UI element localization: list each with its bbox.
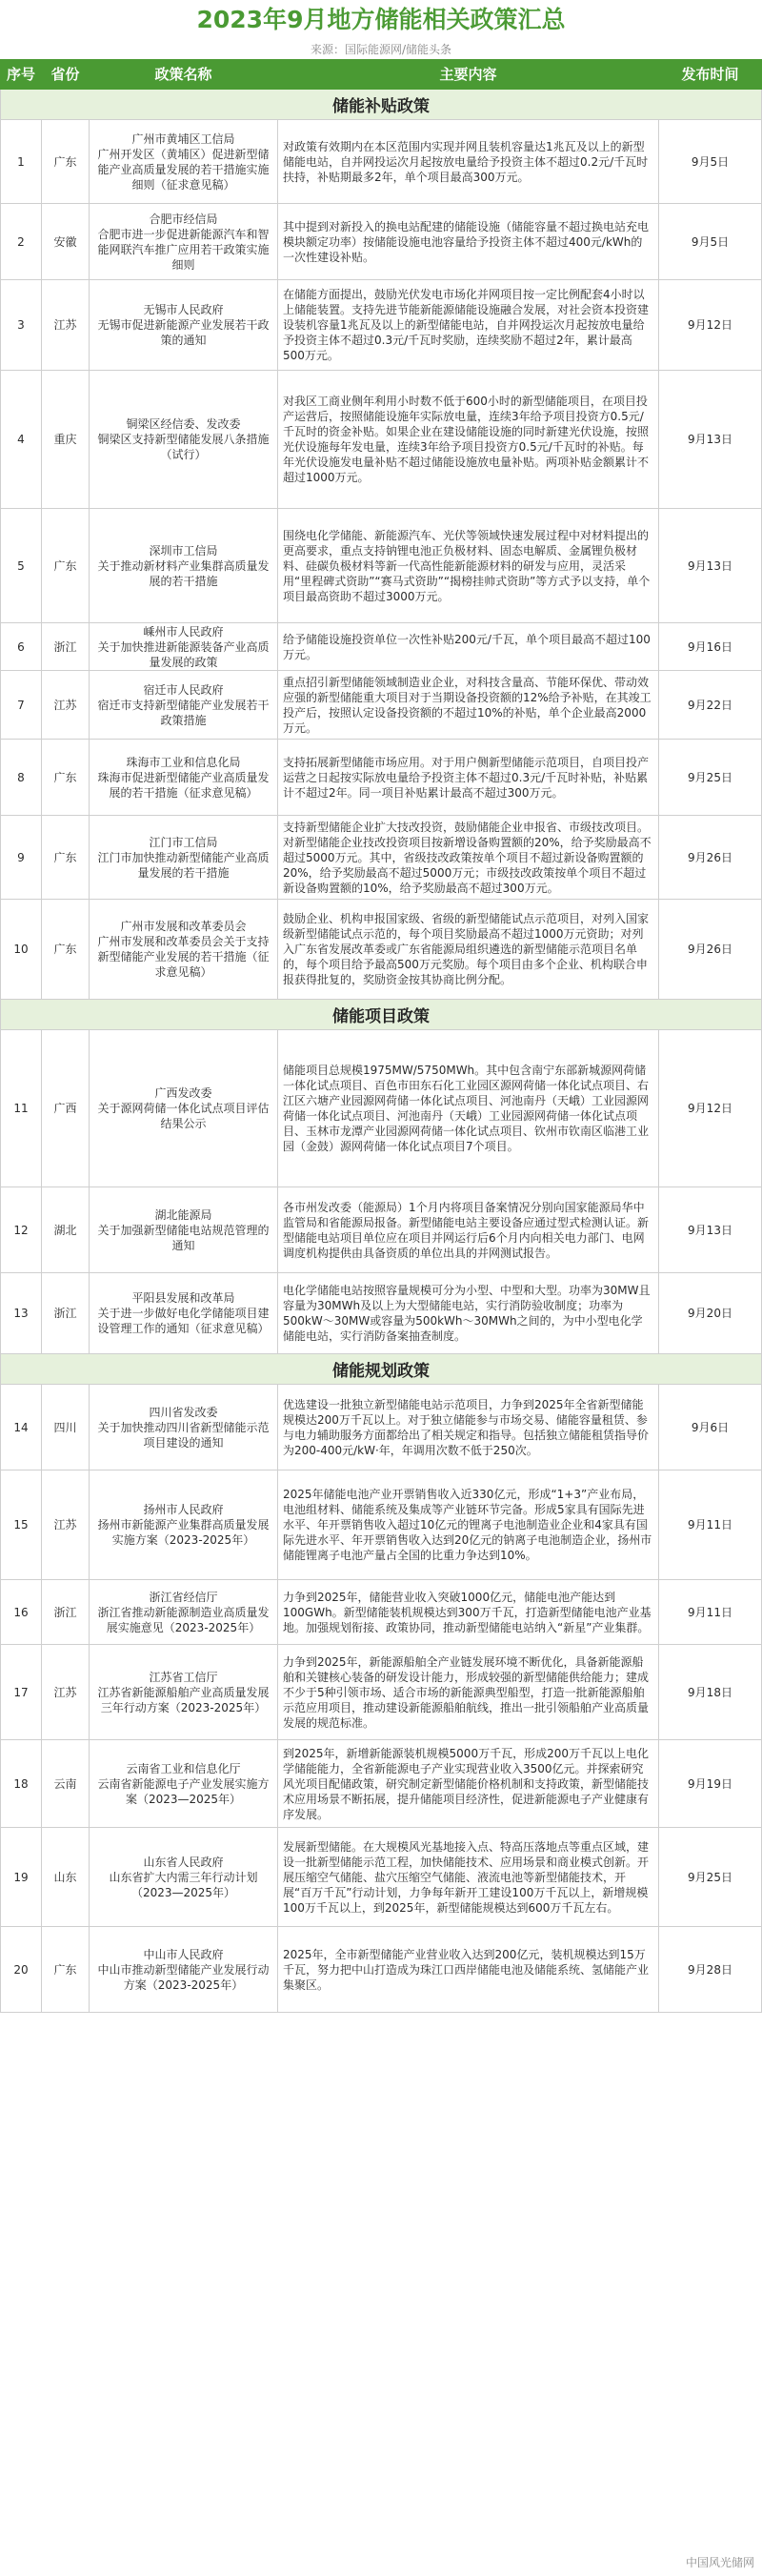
row-policy-name: 江苏省工信厅 江苏省新能源船舶产业高质量发展三年行动方案（2023-2025年） bbox=[90, 1645, 278, 1740]
header-no: 序号 bbox=[0, 59, 42, 90]
row-content: 重点招引新型储能领域制造业企业，对科技含量高、节能环保优、带动效应强的新型储能重大项目对于当期设备投资额的12%给予补贴，在其竣工投产后，按照认定设备投资额的不超过10%的补贴，单个企业最高2000万元。 bbox=[278, 671, 659, 740]
row-date: 9月13日 bbox=[659, 371, 762, 509]
row-content: 对我区工商业侧年利用小时数不低于600小时的新型储能项目，在项目投产运营后，按照储能设施年实际放电量，连续3年给予项目投资方0.5元/千瓦时的资金补贴。如果企业在建设储能设施的同时新建光伏设施，按照光伏设施每年发电量，连续3年给予项目投资方0.5元/千瓦时的补贴。每年光伏设施发电量补贴不超过储能设施放电量补贴。两项补贴金额累计不超过1000万元。 bbox=[278, 371, 659, 509]
row-number: 13 bbox=[0, 1273, 42, 1354]
row-date: 9月13日 bbox=[659, 1187, 762, 1273]
row-content: 力争到2025年，新能源船舶全产业链发展环境不断优化，具备新能源船舶和关键核心装备的研发设计能力，形成较强的新型储能供给能力；建成不少于5种引领市场、适合市场的新能源典型船型，打造一批新能源船舶示范应用项目，推动建设新能源船舶航线，推出一批引领船舶产业高质量发展的规范标准。 bbox=[278, 1645, 659, 1740]
row-policy-name: 四川省发改委 关于加快推动四川省新型储能示范项目建设的通知 bbox=[90, 1385, 278, 1471]
row-date: 9月11日 bbox=[659, 1580, 762, 1645]
table-row bbox=[0, 509, 762, 623]
row-policy-name: 江门市工信局 江门市加快推动新型储能产业高质量发展的若干措施 bbox=[90, 816, 278, 900]
row-policy-name: 嵊州市人民政府 关于加快推进新能源装备产业高质量发展的政策 bbox=[90, 623, 278, 671]
row-date: 9月19日 bbox=[659, 1740, 762, 1828]
row-number: 1 bbox=[0, 120, 42, 204]
table-row bbox=[0, 1580, 762, 1645]
row-date: 9月12日 bbox=[659, 280, 762, 371]
row-province: 广东 bbox=[42, 816, 90, 900]
row-date: 9月6日 bbox=[659, 1385, 762, 1471]
row-province: 湖北 bbox=[42, 1187, 90, 1273]
row-number: 19 bbox=[0, 1828, 42, 1927]
table-row bbox=[0, 623, 762, 671]
table-body bbox=[0, 90, 762, 2013]
watermark: 中国风光储网 bbox=[685, 2556, 754, 2569]
table-row bbox=[0, 1740, 762, 1828]
row-content: 2025年储能电池产业开票销售收入近330亿元，形成“1+3”产业布局，电池组材料、储能系统及集成等产业链环节完备。形成5家具有国际先进水平、年开票销售收入超过10亿元的锂离子电池制造业企业和4家具有国际先进水平、年开票销售收入达到20亿元的钠离子电池制造企业，扬州市储能锂离子电池产量占全国的比重力争达到10%。 bbox=[278, 1471, 659, 1580]
table-row bbox=[0, 1030, 762, 1187]
row-number: 3 bbox=[0, 280, 42, 371]
row-content: 其中提到对新投入的换电站配建的储能设施（储能容量不超过换电站充电模块额定功率）按储能设施电池容量给予投资主体不超过400元/kWh的一次性建设补贴。 bbox=[278, 204, 659, 280]
table-row bbox=[0, 671, 762, 740]
row-number: 15 bbox=[0, 1471, 42, 1580]
section-title: 储能规划政策 bbox=[0, 1354, 762, 1385]
row-province: 四川 bbox=[42, 1385, 90, 1471]
row-province: 广西 bbox=[42, 1030, 90, 1187]
row-province: 江苏 bbox=[42, 280, 90, 371]
row-province: 广东 bbox=[42, 740, 90, 816]
row-policy-name: 广西发改委 关于源网荷储一体化试点项目评估结果公示 bbox=[90, 1030, 278, 1187]
row-province: 广东 bbox=[42, 509, 90, 623]
row-province: 江苏 bbox=[42, 1645, 90, 1740]
row-date: 9月25日 bbox=[659, 740, 762, 816]
row-content: 支持新型储能企业扩大技改投资，鼓励储能企业申报省、市级技改项目。对新型储能企业技改投资项目按新增设备购置额的20%，给予奖励最高不超过5000万元。其中，省级技改政策按单个项目不超过新设备购置额的20%，给予奖励最高不超过5000万元；市级技改政策按单个项目不超过新设备购置额的10%，给予奖励最高不超过300万元。 bbox=[278, 816, 659, 900]
table-header bbox=[0, 59, 762, 90]
table-row bbox=[0, 900, 762, 1000]
row-content: 围绕电化学储能、新能源汽车、光伏等领域快速发展过程中对材料提出的更高要求，重点支持钠锂电池正负极材料、固态电解质、金属锂负极材料、硅碳负极材料等新一代高性能新能源材料的研发与应用，灵活采用“里程碑式资助”“赛马式资助”“揭榜挂帅式资助”等方式予以支持，单个项目最高资助不超过3000万元。 bbox=[278, 509, 659, 623]
row-province: 广东 bbox=[42, 1927, 90, 2013]
row-date: 9月25日 bbox=[659, 1828, 762, 1927]
table-row bbox=[0, 1927, 762, 2013]
row-date: 9月13日 bbox=[659, 509, 762, 623]
row-policy-name: 合肥市经信局 合肥市进一步促进新能源汽车和智能网联汽车推广应用若干政策实施细则 bbox=[90, 204, 278, 280]
row-date: 9月26日 bbox=[659, 900, 762, 1000]
row-policy-name: 平阳县发展和改革局 关于进一步做好电化学储能项目建设管理工作的通知（征求意见稿） bbox=[90, 1273, 278, 1354]
row-number: 14 bbox=[0, 1385, 42, 1471]
row-province: 重庆 bbox=[42, 371, 90, 509]
row-date: 9月5日 bbox=[659, 204, 762, 280]
row-date: 9月26日 bbox=[659, 816, 762, 900]
row-province: 浙江 bbox=[42, 623, 90, 671]
table-row bbox=[0, 740, 762, 816]
header-date: 发布时间 bbox=[659, 59, 762, 90]
row-province: 江苏 bbox=[42, 671, 90, 740]
row-number: 20 bbox=[0, 1927, 42, 2013]
row-policy-name: 广州市黄埔区工信局 广州开发区（黄埔区）促进新型储能产业高质量发展的若干措施实施细则（征求意见稿） bbox=[90, 120, 278, 204]
row-content: 2025年，全市新型储能产业营业收入达到200亿元，装机规模达到15万千瓦，努力把中山打造成为珠江口西岸储能电池及储能系统、氢储能产业集聚区。 bbox=[278, 1927, 659, 2013]
row-policy-name: 无锡市人民政府 无锡市促进新能源产业发展若干政策的通知 bbox=[90, 280, 278, 371]
page-title: 2023年9月地方储能相关政策汇总 bbox=[196, 6, 566, 33]
row-province: 安徽 bbox=[42, 204, 90, 280]
row-policy-name: 宿迁市人民政府 宿迁市支持新型储能产业发展若干政策措施 bbox=[90, 671, 278, 740]
row-policy-name: 中山市人民政府 中山市推动新型储能产业发展行动方案（2023-2025年） bbox=[90, 1927, 278, 2013]
row-date: 9月22日 bbox=[659, 671, 762, 740]
row-content: 鼓励企业、机构申报国家级、省级的新型储能试点示范项目，对列入国家级新型储能试点示范的，每个项目奖励最高不超过1000万元资助；对列入广东省发展改革委或广东省能源局组织遴选的新型储能示范项目名单的，每个项目给予最高500万元奖励。每个项目由多个企业、机构联合申报获得批复的，奖励资金按其协商比例分配。 bbox=[278, 900, 659, 1000]
row-policy-name: 扬州市人民政府 扬州市新能源产业集群高质量发展实施方案（2023-2025年） bbox=[90, 1471, 278, 1580]
row-content: 在储能方面提出，鼓励光伏发电市场化并网项目按一定比例配套4小时以上储能装置。支持先进节能新能源储能设施融合发展，对社会资本投资建设装机容量1兆瓦及以上的新型储能电站，自并网投运次月起按放电量给予投资主体不超过0.3元/千瓦时奖励，连续奖励不超过2年，累计最高500万元。 bbox=[278, 280, 659, 371]
row-date: 9月28日 bbox=[659, 1927, 762, 2013]
row-policy-name: 浙江省经信厅 浙江省推动新能源制造业高质量发展实施意见（2023-2025年） bbox=[90, 1580, 278, 1645]
table-row bbox=[0, 1645, 762, 1740]
row-content: 各市州发改委（能源局）1个月内将项目备案情况分别向国家能源局华中监管局和省能源局报备。新型储能电站主要设备应通过型式检测认证。新型储能电站项目单位应在项目并网运行后6个月内向相关电力部门、电网调度机构提供由具备资质的单位出具的并网测试报告。 bbox=[278, 1187, 659, 1273]
row-date: 9月5日 bbox=[659, 120, 762, 204]
row-number: 18 bbox=[0, 1740, 42, 1828]
row-number: 11 bbox=[0, 1030, 42, 1187]
row-date: 9月20日 bbox=[659, 1273, 762, 1354]
row-number: 2 bbox=[0, 204, 42, 280]
row-province: 浙江 bbox=[42, 1580, 90, 1645]
row-policy-name: 山东省人民政府 山东省扩大内需三年行动计划（2023—2025年） bbox=[90, 1828, 278, 1927]
row-province: 广东 bbox=[42, 900, 90, 1000]
header-province: 省份 bbox=[42, 59, 90, 90]
row-number: 6 bbox=[0, 623, 42, 671]
row-date: 9月18日 bbox=[659, 1645, 762, 1740]
table-row bbox=[0, 204, 762, 280]
row-number: 17 bbox=[0, 1645, 42, 1740]
row-number: 7 bbox=[0, 671, 42, 740]
section-title: 储能项目政策 bbox=[0, 1000, 762, 1030]
table-row bbox=[0, 816, 762, 900]
table-row bbox=[0, 1273, 762, 1354]
row-content: 电化学储能电站按照容量规模可分为小型、中型和大型。功率为30MW且容量为30MWh及以上为大型储能电站，实行消防验收制度；功率为500kW～30MW或容量为500kWh～30MWh之间的，为中小型电化学储能电站，实行消防备案抽查制度。 bbox=[278, 1273, 659, 1354]
row-date: 9月12日 bbox=[659, 1030, 762, 1187]
row-policy-name: 广州市发展和改革委员会 广州市发展和改革委员会关于支持新型储能产业发展的若干措施（征求意见稿） bbox=[90, 900, 278, 1000]
row-policy-name: 珠海市工业和信息化局 珠海市促进新型储能产业高质量发展的若干措施（征求意见稿） bbox=[90, 740, 278, 816]
row-content: 对政策有效期内在本区范围内实现并网且装机容量达1兆瓦及以上的新型储能电站，自并网投运次月起按放电量给予投资主体不超过0.2元/千瓦时扶持，补贴期最多2年，单个项目最高300万元。 bbox=[278, 120, 659, 204]
row-province: 浙江 bbox=[42, 1273, 90, 1354]
section-title: 储能补贴政策 bbox=[0, 90, 762, 120]
row-number: 10 bbox=[0, 900, 42, 1000]
row-province: 广东 bbox=[42, 120, 90, 204]
header-content: 主要内容 bbox=[278, 59, 659, 90]
row-content: 支持拓展新型储能市场应用。对于用户侧新型储能示范项目，自项目投产运营之日起按实际放电量给予投资主体不超过0.3元/千瓦时补贴，补贴累计不超过2年。同一项目补贴累计最高不超过300万元。 bbox=[278, 740, 659, 816]
row-content: 力争到2025年，储能营业收入突破1000亿元，储能电池产能达到100GWh。新型储能装机规模达到300万千瓦，打造新型储能电池产业基地。加强规划衔接、政策协同，推动新型储能电站纳入“新星”产业集群。 bbox=[278, 1580, 659, 1645]
row-content: 到2025年，新增新能源装机规模5000万千瓦，形成200万千瓦以上电化学储能能力，全省新能源电子产业实现营业收入3500亿元。并探索研究风光项目配储政策，研究制定新型储能价格机制和支持政策，新型储能技术应用场景不断拓展，提升储能项目经济性，促进新能源电子产业健康有序发展。 bbox=[278, 1740, 659, 1828]
table-row bbox=[0, 371, 762, 509]
row-content: 储能项目总规模1975MW/5750MWh。其中包含南宁东部新城源网荷储一体化试点项目、百色市田东石化工业园区源网荷储一体化试点项目、右江区六塘产业园源网荷储一体化试点项目、河池南丹（天峨）工业园源网荷储一体化试点项目、河池南丹（天峨）工业园源网荷储一体化试点项目、玉林市龙潭产业园源网荷储一体化试点项目、钦州市钦南区临港工业园（金鼓）源网荷储一体化试点项目7个项目。 bbox=[278, 1030, 659, 1187]
row-policy-name: 湖北能源局 关于加强新型储能电站规范管理的通知 bbox=[90, 1187, 278, 1273]
row-number: 5 bbox=[0, 509, 42, 623]
row-policy-name: 云南省工业和信息化厅 云南省新能源电子产业发展实施方案（2023—2025年） bbox=[90, 1740, 278, 1828]
row-number: 9 bbox=[0, 816, 42, 900]
table-row bbox=[0, 120, 762, 204]
table-row bbox=[0, 1471, 762, 1580]
table-row bbox=[0, 1187, 762, 1273]
row-province: 江苏 bbox=[42, 1471, 90, 1580]
table-row bbox=[0, 1828, 762, 1927]
row-number: 16 bbox=[0, 1580, 42, 1645]
source-note: 来源：国际能源网/储能头条 bbox=[310, 43, 452, 56]
row-policy-name: 铜梁区经信委、发改委 铜梁区支持新型储能发展八条措施（试行） bbox=[90, 371, 278, 509]
row-number: 12 bbox=[0, 1187, 42, 1273]
row-policy-name: 深圳市工信局 关于推动新材料产业集群高质量发展的若干措施 bbox=[90, 509, 278, 623]
table-row bbox=[0, 280, 762, 371]
row-content: 给予储能设施投资单位一次性补贴200元/千瓦，单个项目最高不超过100万元。 bbox=[278, 623, 659, 671]
row-date: 9月11日 bbox=[659, 1471, 762, 1580]
row-number: 8 bbox=[0, 740, 42, 816]
row-province: 云南 bbox=[42, 1740, 90, 1828]
row-number: 4 bbox=[0, 371, 42, 509]
header-policy-name: 政策名称 bbox=[90, 59, 278, 90]
row-content: 发展新型储能。在大规模风光基地接入点、特高压落地点等重点区域，建设一批新型储能示范工程，加快储能技术、应用场景和商业模式创新。开展压缩空气储能、盐穴压缩空气储能、液流电池等新型储能技术，开展“百万千瓦”行动计划，力争每年新开工建设100万千瓦以上，新增规模100万千瓦以上，到2025年，新型储能规模达到600万千瓦左右。 bbox=[278, 1828, 659, 1927]
row-content: 优选建设一批独立新型储能电站示范项目，力争到2025年全省新型储能规模达200万千瓦以上。对于独立储能参与市场交易、储能容量租赁、参与电力辅助服务方面都给出了相关规定和指导。包括独立储能租赁指导价为200-400元/kW·年，年调用次数不低于250次。 bbox=[278, 1385, 659, 1471]
row-date: 9月16日 bbox=[659, 623, 762, 671]
row-province: 山东 bbox=[42, 1828, 90, 1927]
table-row bbox=[0, 1385, 762, 1471]
